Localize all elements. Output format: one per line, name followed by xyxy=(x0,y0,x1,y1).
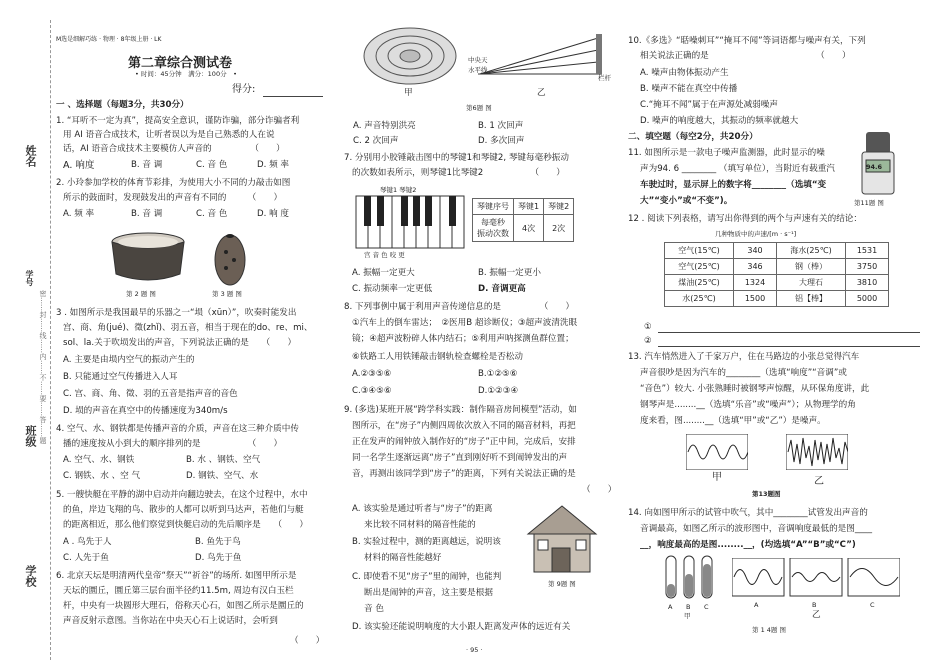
q1-option-b[interactable]: B. 音 调 xyxy=(131,160,163,170)
q13-line2: 声音很吵是因为汽车的________（选填“响度”“音调”或 xyxy=(640,368,847,378)
q3-line2: 宫、商、角(jué)、徵(zhǐ)、羽五音，相当于现在的do、re、mi、 xyxy=(63,323,313,333)
piano-caption: 宫 音 色 咬 更 xyxy=(364,251,405,259)
piano-key-labels: 琴键1 琴键2 xyxy=(380,186,417,194)
q3-option-d[interactable]: D. 埙的声音在真空中的传播速度为340m/s xyxy=(63,406,228,416)
q6-option-a[interactable]: A. 声音特别洪亮 xyxy=(353,121,416,131)
q1-option-d[interactable]: D. 频 率 xyxy=(257,160,290,170)
q12-blank-2[interactable] xyxy=(658,346,920,347)
echo-diagram xyxy=(470,26,610,82)
table-cell-key2: 2次 xyxy=(544,215,574,242)
table-header-key2: 琴键2 xyxy=(544,199,574,215)
q6-option-d[interactable]: D. 多次回声 xyxy=(478,136,525,146)
table-cell: 钢（棒） xyxy=(777,259,846,275)
fig14-label-jia: 甲 xyxy=(684,612,691,620)
fig11-caption: 第11题 图 xyxy=(854,199,884,207)
q6-line2: 天坛的圜丘，圜丘第三层台面半径约11.5m, 周边有汉白玉栏 xyxy=(63,586,294,596)
page-title: 第二章综合测试卷 xyxy=(128,56,233,71)
q4-option-c[interactable]: C. 钢铁、水 、空 气 xyxy=(63,471,141,481)
fig13-caption: 第13题图 xyxy=(752,490,781,498)
q9-option-b[interactable]: B. 实验过程中，测的距离越远，说明该 xyxy=(352,537,501,547)
q6-option-c[interactable]: C. 2 次回声 xyxy=(353,136,399,146)
fig9-caption: 第 9题 图 xyxy=(548,580,576,588)
fig14-caption: 第 1 4题 图 xyxy=(752,626,786,634)
q8-line1: 8. 下列事例中属于利用声音传递信息的是 （ ） xyxy=(344,302,575,312)
q8-line3: 镜；④超声波粉碎人体内结石；⑤利用声呐探测鱼群位置； xyxy=(352,334,574,344)
table-header-key1: 琴键1 xyxy=(514,199,544,215)
q9-option-d[interactable]: D. 该实验还能说明响度的大小跟人距离发声体的远近有关 xyxy=(352,622,571,632)
margin-school-label: 学校 xyxy=(24,565,37,587)
q13-line3: “音色”）较大. 小张熟睡时被钢琴声惊醒，从环保角度讲，此 xyxy=(640,384,870,394)
q1-option-c[interactable]: C. 音 色 xyxy=(196,160,228,170)
q1-option-a[interactable]: A. 响度 xyxy=(63,160,95,171)
fig14-label-yi: 乙 xyxy=(812,610,821,620)
q2-line1: 2. 小玲参加学校的体育节彩排，为使用大小不同的力敲击如图 xyxy=(56,178,291,188)
q12-blank-1[interactable] xyxy=(658,332,920,333)
q9-option-c[interactable]: C. 即使看不见“房子”里的闹钟，也能判 xyxy=(352,572,502,582)
q4-option-d[interactable]: D. 钢铁、空气、水 xyxy=(186,471,259,481)
tube-label-c: C xyxy=(704,603,709,611)
seal-line-text: 密……封……线……内……不……要……答……题 xyxy=(39,290,47,444)
q12-blank-1-label: ① xyxy=(644,322,652,332)
q2-option-c[interactable]: C. 音 色 xyxy=(196,209,228,219)
vibration-table xyxy=(472,198,574,242)
table-cell: 346 xyxy=(734,259,777,275)
table-cell: 1531 xyxy=(846,243,889,259)
exam-meta: • 时间：45分钟 满分：100分 • xyxy=(135,70,237,78)
q5-option-b[interactable]: B. 鱼先于鸟 xyxy=(195,537,241,547)
table-cell: 1500 xyxy=(734,291,777,307)
test-tubes-figure xyxy=(662,554,718,602)
speed-table-caption: 几种物质中的声速/[m · s⁻¹] xyxy=(715,230,797,238)
q4-option-b[interactable]: B. 水 、钢铁、空气 xyxy=(186,455,261,465)
table-row xyxy=(665,291,889,307)
q8-option-b[interactable]: B.①②⑤⑥ xyxy=(478,369,518,379)
q6-line1: 6. 北京天坛是明清两代皇帝“祭天”“祈谷”的场所. 如图甲所示是 xyxy=(56,571,297,581)
q8-option-c[interactable]: C.③④⑤⑥ xyxy=(352,386,392,396)
q14-line2: 音调最高，如图乙所示的波形图中，音调响度最低的是图____ xyxy=(640,524,873,534)
table-cell: 水(25℃) xyxy=(665,291,734,307)
q5-option-c[interactable]: C. 人先于鱼 xyxy=(63,553,109,563)
q11-line4: 大”“变小”或“不变”)。 xyxy=(640,196,733,206)
sound-speed-table xyxy=(664,242,889,307)
wave-label-c: C xyxy=(870,601,875,609)
q9-line5: 音，再测出该同学到“房子”的距离，下列有关说法正确的是 xyxy=(352,469,576,479)
fig2-caption: 第 2 题 图 xyxy=(126,290,156,298)
margin-class-label: 班级 xyxy=(24,425,37,447)
q1-line3: 话，AI 语音合成技术主要模仿人声音的 （ ） xyxy=(63,144,285,154)
q4-line1: 4. 空气、水、钢铁都是传播声音的介质，声音在这三种介质中传 xyxy=(56,424,299,434)
section-2-heading: 二、填空题（每空2分，共20分） xyxy=(628,132,758,142)
q8-option-d[interactable]: D.①②③④ xyxy=(478,386,519,396)
waveform-a xyxy=(686,434,748,470)
q1-line1: 1. “耳听不一定为真”，提高安全意识，谨防诈骗，部分诈骗者利 xyxy=(56,116,300,126)
q6-option-b[interactable]: B. 1 次回声 xyxy=(478,121,524,131)
table-cell-key1: 4次 xyxy=(514,215,544,242)
q8-option-a[interactable]: A.②③⑤⑥ xyxy=(352,369,392,379)
page-number: · 95 · xyxy=(466,646,483,654)
q6-line4: 声音反射示意图。当你站在中央天心石上说话时，会听到 xyxy=(63,616,278,626)
table-cell: 3750 xyxy=(846,259,889,275)
house-model-figure xyxy=(522,500,602,576)
q14-line3: __，响度最高的是图........__，(均选填“A”“B”或“C”) xyxy=(640,540,856,550)
table-row-label: 每毫秒 振动次数 xyxy=(473,215,514,242)
q11-line3: 车驶过时，显示屏上的数字将________（选填“变 xyxy=(640,180,827,190)
q9-option-c-cont: 断出是闹钟的声音，这主要是根据 xyxy=(364,588,493,598)
tube-label-b: B xyxy=(686,603,691,611)
wave-boxes-figure xyxy=(732,558,900,598)
q9-line4: 同一名学生逐渐远离“房子”直到刚好听不到闹钟发出的声 xyxy=(352,453,568,463)
wave-label-a: A xyxy=(754,601,759,609)
table-row xyxy=(665,259,889,275)
q8-line4: ⑥铁路工人用铁锤敲击钢轨检查螺栓是否松动 xyxy=(352,352,523,362)
section-1-heading: 一 、选择题（每题3分，共30分） xyxy=(56,100,189,110)
echo-label-horizontal: 水平线 xyxy=(468,66,488,74)
fig13-label-a: 甲 xyxy=(712,472,722,483)
xun-figure xyxy=(212,226,248,288)
q3-option-c[interactable]: C. 宫、商、角、徵、羽的五音是指声音的音色 xyxy=(63,389,238,399)
series-header: M选是细解巧练 · 物理 · 8年级上册 · LK xyxy=(56,36,162,43)
q2-line2: 所示的鼓面时，发现鼓发出的声音有不同的 （ ） xyxy=(63,193,283,203)
q13-line5: 度来看，图........__（选填“甲”或“乙”）是噪声。 xyxy=(640,416,826,426)
q10-option-c[interactable]: C.“掩耳不闻”属于在声源处减弱噪声 xyxy=(640,100,778,110)
q10-option-b[interactable]: B. 噪声不能在真空中传播 xyxy=(640,84,738,94)
table-cell: 空气(25℃) xyxy=(665,259,734,275)
tiantan-figure xyxy=(360,22,460,88)
table-cell: 海水(25℃) xyxy=(777,243,846,259)
q9-line1: 9. (多选)某班开展“跨学科实践：制作隔音房间模型”活动，如 xyxy=(344,405,577,415)
q2-option-a[interactable]: A. 频 率 xyxy=(63,209,95,219)
q6-line5: （ ） xyxy=(290,636,325,646)
drum-figure xyxy=(108,230,188,286)
q6-line3: 杆，中央有一块圆形大理石，俗称天心石，如图乙所示是圜丘的 xyxy=(63,601,304,611)
q7-option-b[interactable]: B. 振幅一定更小 xyxy=(478,268,541,278)
q13-line1: 13. 汽车悄然进入了千家万户，住在马路边的小张总觉得汽车 xyxy=(628,352,860,362)
q12-line1: 12 . 阅读下列表格，请写出你得到的两个与声速有关的结论： xyxy=(628,214,862,224)
table-cell: 空气(15℃) xyxy=(665,243,734,259)
echo-label-center: 中央天 xyxy=(468,56,488,64)
table-cell: 铝【棒】 xyxy=(777,291,846,307)
table-row xyxy=(665,275,889,291)
q8-line2: ①汽车上的倒车雷达； ②医用B 超诊断仪；③超声波清洗眼 xyxy=(352,318,578,328)
q5-line2: 的鱼，岸边飞翔的鸟、散步的人都可以听到马达声，若他们与艇 xyxy=(63,505,304,515)
q13-line4: 钢琴声是........__（选填“乐音”或“噪声”）；从物理学的角 xyxy=(640,400,856,410)
q3-option-a[interactable]: A. 主要是由埙内空气的振动产生的 xyxy=(63,355,195,365)
q10-option-d[interactable]: D. 噪声的响度越大，其振动的频率就越大 xyxy=(640,116,799,126)
fig6-caption: 第6题 图 xyxy=(466,104,492,112)
q2-option-d[interactable]: D. 响 度 xyxy=(257,209,290,219)
table-cell: 5000 xyxy=(846,291,889,307)
echo-label-rail: 栏杆 xyxy=(598,74,611,82)
q5-line1: 5. 一艘快艇在平静的湖中启动并向翻边驶去，在这个过程中，水中 xyxy=(56,490,308,500)
wave-label-b: B xyxy=(812,601,817,609)
q9-line6: （ ） xyxy=(582,485,617,495)
table-cell: 340 xyxy=(734,243,777,259)
fig3-caption: 第 3 题 图 xyxy=(212,290,242,298)
seal-line xyxy=(50,20,51,660)
q9-line3: 正在发声的闹钟放入制作好的“房子”正中间，完成后，安排 xyxy=(352,437,576,447)
q7-line1: 7. 分别用小胶锤敲击图中的琴键1和琴键2, 琴键每毫秒振动 xyxy=(344,153,569,163)
q10-option-a[interactable]: A. 噪声由物体振动产生 xyxy=(640,68,729,78)
noise-reading: 94.6 xyxy=(866,163,883,171)
q9-option-a[interactable]: A. 该实验是通过听者与“房子”的距离 xyxy=(352,504,493,514)
fig6-label-b: 乙 xyxy=(537,88,546,98)
table-cell: 1324 xyxy=(734,275,777,291)
q9-option-a-cont: 来比较不同材料的隔音性能的 xyxy=(364,520,476,530)
table-header-key: 琴键序号 xyxy=(473,199,514,215)
table-cell: 大理石 xyxy=(777,275,846,291)
fig13-label-b: 乙 xyxy=(814,476,824,487)
fig6-label-a: 甲 xyxy=(404,88,413,98)
q7-option-d[interactable]: D. 音调更高 xyxy=(478,284,526,294)
tube-label-a: A xyxy=(668,603,673,611)
q5-line3: 的距离相近，那么他们察觉到快艇启动的先后顺序是 （ ） xyxy=(63,520,308,530)
score-label: 得分: xyxy=(232,84,256,95)
q4-option-a[interactable]: A. 空气、水、钢铁 xyxy=(63,455,135,465)
q3-line3: sol、la.关于吹埙发出的声音，下列说法正确的是 （ ） xyxy=(63,338,297,348)
q2-option-b[interactable]: B. 音 调 xyxy=(131,209,163,219)
q3-option-b[interactable]: B. 只能通过空气传播进入人耳 xyxy=(63,372,178,382)
q7-line2: 的次数如表所示，则琴键1比琴键2 （ ） xyxy=(352,168,565,178)
q9-option-b-cont: 材料的隔音性能越好 xyxy=(364,553,442,563)
q10-line2: 相关说法正确的是 （ ） xyxy=(640,51,851,61)
q11-line1: 11. 如图所示是一款电子噪声监测器，此时显示的噪 xyxy=(628,148,825,158)
q12-blank-2-label: ② xyxy=(644,336,652,346)
q5-option-a[interactable]: A . 鸟先于人 xyxy=(63,537,112,547)
q11-line2: 声为94. 6 ________ （填写单位），当附近有载重汽 xyxy=(640,164,835,174)
q3-line1: 3 . 如图所示是我国最早的乐器之一“埙（xūn）”，吹奏时能发出 xyxy=(56,308,297,318)
table-cell: 煤油(25℃) xyxy=(665,275,734,291)
margin-name-label: 姓名 xyxy=(24,145,37,167)
q14-line1: 14. 向如图甲所示的试管中吹气，其中________试管发出声音的 xyxy=(628,508,868,518)
q9-option-c-cont2: 音 色 xyxy=(364,604,384,614)
q10-line1: 10.《多选》“聒噪刺耳”“掩耳不闻”等词语都与噪声有关，下列 xyxy=(628,36,866,46)
q7-option-a[interactable]: A. 振幅一定更大 xyxy=(352,268,415,278)
q1-line2: 用 AI 语音合成技术，让听者误以为是自己熟悉的人在说 xyxy=(63,130,275,140)
q5-option-d[interactable]: D. 鸟先于鱼 xyxy=(195,553,242,563)
q4-line2: 播的速度按从小到大的顺序排列的是 （ ） xyxy=(63,439,283,449)
score-blank[interactable] xyxy=(263,96,323,97)
q9-line2: 图所示，在“房子”内侧四周依次放入不同的隔音材料，再把 xyxy=(352,421,576,431)
margin-id-label: 学号 xyxy=(25,270,34,286)
table-cell: 3810 xyxy=(846,275,889,291)
piano-keys-figure xyxy=(354,190,466,250)
table-row xyxy=(665,243,889,259)
waveform-b xyxy=(786,434,848,470)
q7-option-c[interactable]: C. 振动频率一定更低 xyxy=(352,284,433,294)
